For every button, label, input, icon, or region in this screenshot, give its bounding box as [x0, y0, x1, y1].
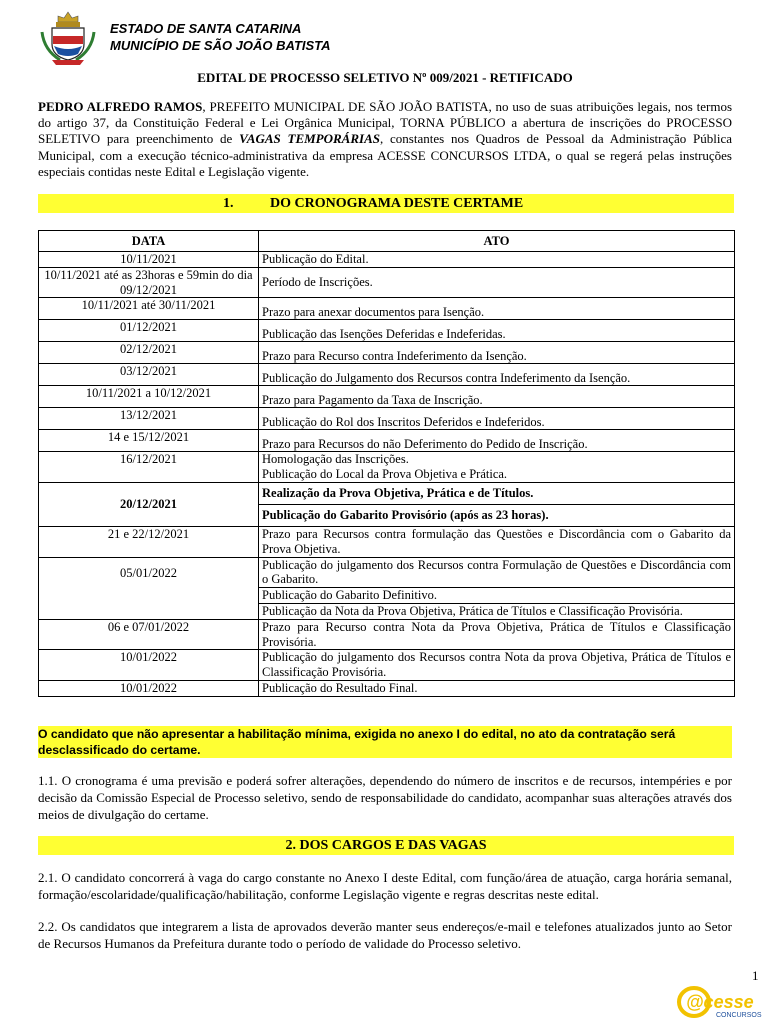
table-row: [39, 557, 735, 588]
table-row: [39, 298, 735, 320]
table-row: [39, 342, 735, 364]
paragraph-1-1: 1.1. O cronograma é uma previsão e poderá sofrer alterações, dependendo do número de inscritos e de recursos, intempéries e por decisão da Comissão Especial de Processo seletivo, sendo de responsabilidade do candidato, acompanhar suas alterações através dos meios de divulgação do certame.: [38, 773, 732, 822]
row-act: Realização da Prova Objetiva, Prática e de Títulos.: [259, 482, 735, 504]
page-number: 1: [752, 968, 759, 983]
row-act: Publicação do julgamento dos Recursos contra Nota da prova Objetiva, Prática de Títulos e Classificação Provisória.: [259, 650, 735, 681]
intro-text-2: , constantes nos Quadros de Pessoal da Administração Pública Municipal, com a execução técnico-administrativa da empresa ACESSE CONCURSOS LTDA, o qual se regerá pelas instruções especiais contidas neste Edital e Legislação vigente.: [38, 131, 733, 179]
row-act: Prazo para anexar documentos para Isenção.: [259, 298, 735, 320]
row-act: Publicação do Gabarito Definitivo.: [259, 588, 735, 604]
section-1-title: DO CRONOGRAMA DESTE CERTAME: [270, 196, 524, 211]
row-date: 10/11/2021: [39, 252, 259, 268]
row-act-line: Publicação do Local da Prova Objetiva e Prática.: [262, 467, 508, 482]
state-name: ESTADO DE SANTA CATARINA: [110, 21, 302, 36]
table-row: [39, 252, 735, 268]
row-date: 06 e 07/01/2022: [39, 619, 259, 650]
row-act: Prazo para Recursos contra formulação das Questões e Discordância com o Gabarito da Prova Objetiva.: [259, 526, 735, 557]
intro-highlight: VAGAS TEMPORÁRIAS: [239, 131, 380, 147]
table-row: [39, 650, 735, 681]
section-1-heading: [38, 194, 734, 213]
document-title: EDITAL DE PROCESSO SELETIVO Nº 009/2021 - RETIFICADO: [197, 70, 573, 85]
table-row: [39, 619, 735, 650]
disqualification-warning: O candidato que não apresentar a habilitação mínima, exigida no anexo I do edital, no ato da contratação será desclassificado do certame.: [38, 726, 732, 758]
intro-paragraph: [38, 99, 732, 180]
row-date: 10/11/2021 até as 23horas e 59min do dia 09/12/2021: [39, 267, 259, 298]
col-act-header: ATO: [259, 231, 735, 252]
row-date: 21 e 22/12/2021: [39, 526, 259, 557]
row-date: 20/12/2021: [39, 482, 259, 526]
section-2-heading: 2. DOS CARGOS E DAS VAGAS: [38, 836, 734, 855]
row-act: Prazo para Pagamento da Taxa de Inscrição.: [259, 386, 735, 408]
row-date: 13/12/2021: [39, 408, 259, 430]
acesse-logo-icon: [676, 984, 766, 1020]
row-act-line: Homologação das Inscrições.: [262, 452, 409, 467]
table-row: [39, 452, 735, 483]
row-date: 03/12/2021: [39, 364, 259, 386]
table-row: [39, 267, 735, 298]
row-date: 10/11/2021 a 10/12/2021: [39, 386, 259, 408]
row-date: 01/12/2021: [39, 320, 259, 342]
row-act: Período de Inscrições.: [259, 267, 735, 298]
row-date: 02/12/2021: [39, 342, 259, 364]
table-row: [39, 364, 735, 386]
col-date-header: DATA: [39, 231, 259, 252]
municipality-name: MUNICÍPIO DE SÃO JOÃO BATISTA: [110, 38, 331, 53]
row-act: Publicação da Nota da Prova Objetiva, Prática de Títulos e Classificação Provisória.: [259, 603, 735, 619]
logo-sub: CONCURSOS: [716, 1012, 762, 1019]
row-act: Publicação do Resultado Final.: [259, 680, 735, 696]
row-date: 16/12/2021: [39, 452, 259, 483]
table-row: [39, 680, 735, 696]
table-header-row: [39, 231, 735, 252]
row-act: [259, 452, 735, 483]
logo-brand: @cesse: [686, 992, 754, 1012]
row-date: 10/01/2022: [39, 650, 259, 681]
municipal-crest-icon: [38, 10, 98, 66]
row-date: 10/01/2022: [39, 680, 259, 696]
row-date: 05/01/2022: [39, 557, 259, 619]
table-row: [39, 386, 735, 408]
row-act: Publicação do Rol dos Inscritos Deferidos e Indeferidos.: [259, 408, 735, 430]
row-act: Publicação do Julgamento dos Recursos contra Indeferimento da Isenção.: [259, 364, 735, 386]
table-row: [39, 408, 735, 430]
paragraph-2-2: 2.2. Os candidatos que integrarem a lista de aprovados deverão manter seus endereços/e-mail e telefones atualizados junto ao Setor de Recursos Humanos da Prefeitura durante todo o período de validade do Processo seletivo.: [38, 919, 732, 951]
schedule-table: [38, 230, 735, 697]
table-row: [39, 526, 735, 557]
row-act: Publicação do Edital.: [259, 252, 735, 268]
row-date: 14 e 15/12/2021: [39, 430, 259, 452]
mayor-name: PEDRO ALFREDO RAMOS: [38, 99, 203, 114]
row-act: Publicação das Isenções Deferidas e Indeferidas.: [259, 320, 735, 342]
table-row: [39, 320, 735, 342]
row-act: Prazo para Recurso contra Indeferimento da Isenção.: [259, 342, 735, 364]
row-act: Publicação do Gabarito Provisório (após as 23 horas).: [259, 504, 735, 526]
row-act: Prazo para Recursos do não Deferimento do Pedido de Inscrição.: [259, 430, 735, 452]
paragraph-2-1: 2.1. O candidato concorrerá à vaga do cargo constante no Anexo I deste Edital, com função/área de atuação, carga horária semanal, formação/escolaridade/qualificação/habilitação, conforme Legislação vigente e regras descritas neste edital.: [38, 870, 732, 902]
intro-text-1: , PREFEITO MUNICIPAL DE SÃO JOÃO BATISTA, no uso de suas atribuições legais, nos termos do artigo 37, da Constituição Federal e Lei Orgânica Municipal, TORNA PÚBLICO a abertura de inscrições do PROCESSO SELETIVO para preenchimento de: [38, 99, 733, 147]
header-text: [110, 20, 331, 54]
row-act: Publicação do julgamento dos Recursos contra Formulação de Questões e Discordância com o Gabarito.: [259, 557, 735, 588]
section-1-number: 1.: [223, 196, 234, 211]
row-act: Prazo para Recurso contra Nota da Prova Objetiva, Prática de Títulos e Classificação Provisória.: [259, 619, 735, 650]
table-row: [39, 482, 735, 504]
row-date: 10/11/2021 até 30/11/2021: [39, 298, 259, 320]
table-row: [39, 430, 735, 452]
